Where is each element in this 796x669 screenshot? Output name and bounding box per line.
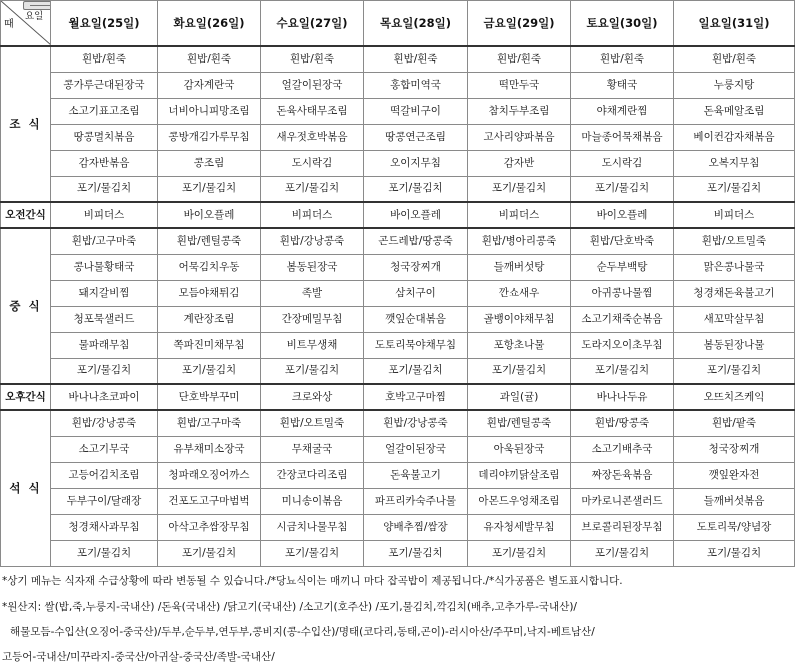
header-row xyxy=(1,1,795,47)
menu-item-cell: 크로와상 xyxy=(261,384,364,410)
menu-item-cell: 두부구이/달래장 xyxy=(51,488,158,514)
menu-item-cell: 포기/물김치 xyxy=(571,358,674,384)
menu-item-cell: 흰밥/오트밀죽 xyxy=(261,410,364,436)
menu-item-cell: 흰밥/흰죽 xyxy=(364,46,468,72)
meal-row xyxy=(1,488,795,514)
meal-row xyxy=(1,462,795,488)
menu-item-cell: 포기/물김치 xyxy=(158,540,261,566)
menu-item-cell: 포기/물김치 xyxy=(468,540,571,566)
menu-item-cell: 아귀콩나물찜 xyxy=(571,280,674,306)
menu-item-cell: 단호박부꾸미 xyxy=(158,384,261,410)
menu-item-cell: 포기/물김치 xyxy=(468,358,571,384)
corner-meal-label: 때 xyxy=(4,19,14,30)
menu-item-cell: 청포묵샐러드 xyxy=(51,306,158,332)
note-general: *상기 메뉴는 식자재 수급상황에 따라 변동될 수 있습니다./*당뇨식이는 매끼니 마다 잡곡밥이 제공됩니다./*식가공품은 별도표시합니다. xyxy=(2,575,623,587)
menu-item-cell: 과일(귤) xyxy=(468,384,571,410)
meal-row xyxy=(1,254,795,280)
meal-row xyxy=(1,358,795,384)
menu-item-cell: 돼지갈비찜 xyxy=(51,280,158,306)
menu-item-cell: 미니송이볶음 xyxy=(261,488,364,514)
menu-item-cell: 포기/물김치 xyxy=(51,176,158,202)
menu-item-cell: 건포도고구마범벅 xyxy=(158,488,261,514)
menu-item-cell: 바나나초코파이 xyxy=(51,384,158,410)
meal-row xyxy=(1,150,795,176)
menu-item-cell: 돈육불고기 xyxy=(364,462,468,488)
menu-item-cell: 도라지오이초무침 xyxy=(571,332,674,358)
menu-item-cell: 바이오플레 xyxy=(571,202,674,228)
menu-item-cell: 순두부백탕 xyxy=(571,254,674,280)
menu-item-cell: 흰밥/강낭콩죽 xyxy=(364,410,468,436)
meal-row xyxy=(1,98,795,124)
menu-item-cell: 흰밥/땅콩죽 xyxy=(571,410,674,436)
day-header: 일요일(31일) xyxy=(674,1,795,47)
meal-row xyxy=(1,46,795,72)
menu-item-cell: 감자반 xyxy=(468,150,571,176)
menu-item-cell: 누룽지탕 xyxy=(674,72,795,98)
menu-item-cell: 흰밥/흰죽 xyxy=(261,46,364,72)
menu-item-cell: 포기/물김치 xyxy=(364,358,468,384)
menu-item-cell: 어묵김치우동 xyxy=(158,254,261,280)
menu-item-cell: 아몬드우엉채조림 xyxy=(468,488,571,514)
menu-item-cell: 무채굴국 xyxy=(261,436,364,462)
menu-item-cell: 양배추찜/쌈장 xyxy=(364,514,468,540)
menu-item-cell: 흰밥/강낭콩죽 xyxy=(51,410,158,436)
menu-item-cell: 콩가루근대된장국 xyxy=(51,72,158,98)
menu-item-cell: 도토리묵/양념장 xyxy=(674,514,795,540)
menu-item-cell: 소고기무국 xyxy=(51,436,158,462)
menu-item-cell: 소고기채죽순볶음 xyxy=(571,306,674,332)
menu-item-cell: 돈육사태무조림 xyxy=(261,98,364,124)
menu-item-cell: 깐쇼새우 xyxy=(468,280,571,306)
meal-row xyxy=(1,410,795,436)
menu-item-cell: 돈육메알조림 xyxy=(674,98,795,124)
note-origin-2: 해물모듬-수입산(오징어-중국산)/두부,순두부,연두부,콩비지(콩-수입산)/명태(코다리,동태,곤이)-러시아산/주꾸미,낙지-베트남산/ xyxy=(10,626,595,638)
menu-item-cell: 골뱅이야채무침 xyxy=(468,306,571,332)
menu-item-cell: 떡갈비구이 xyxy=(364,98,468,124)
menu-item-cell: 바나나두유 xyxy=(571,384,674,410)
day-header: 토요일(30일) xyxy=(571,1,674,47)
menu-item-cell: 삼치구이 xyxy=(364,280,468,306)
menu-item-cell: 청국장찌개 xyxy=(364,254,468,280)
menu-item-cell: 흰밥/고구마죽 xyxy=(51,228,158,254)
menu-item-cell: 고등어김치조림 xyxy=(51,462,158,488)
menu-item-cell: 파프리카숙주나물 xyxy=(364,488,468,514)
menu-item-cell: 흰밥/흰죽 xyxy=(468,46,571,72)
menu-item-cell: 황태국 xyxy=(571,72,674,98)
menu-item-cell: 떡만두국 xyxy=(468,72,571,98)
menu-item-cell: 소고기표고조림 xyxy=(51,98,158,124)
menu-item-cell: 청경채사과무침 xyxy=(51,514,158,540)
meal-row xyxy=(1,124,795,150)
menu-item-cell: 마카로니콘샐러드 xyxy=(571,488,674,514)
snack-row xyxy=(1,202,795,228)
menu-item-cell: 흰밥/흰죽 xyxy=(571,46,674,72)
menu-item-cell: 봄동된장나물 xyxy=(674,332,795,358)
meal-row xyxy=(1,332,795,358)
menu-item-cell: 땅콩연근조림 xyxy=(364,124,468,150)
menu-item-cell: 간장코다리조림 xyxy=(261,462,364,488)
day-header: 월요일(25일) xyxy=(51,1,158,47)
menu-item-cell: 홍합미역국 xyxy=(364,72,468,98)
menu-item-cell: 포기/물김치 xyxy=(51,358,158,384)
menu-item-cell: 도토리묵야채무침 xyxy=(364,332,468,358)
menu-item-cell: 물파래무침 xyxy=(51,332,158,358)
menu-item-cell: 바이오플레 xyxy=(364,202,468,228)
menu-item-cell: 흰밥/흰죽 xyxy=(51,46,158,72)
menu-item-cell: 포기/물김치 xyxy=(674,176,795,202)
menu-item-cell: 흰밥/오트밀죽 xyxy=(674,228,795,254)
meal-row xyxy=(1,72,795,98)
menu-item-cell: 포기/물김치 xyxy=(571,176,674,202)
meal-row xyxy=(1,540,795,566)
day-header: 수요일(27일) xyxy=(261,1,364,47)
menu-item-cell: 포기/물김치 xyxy=(158,358,261,384)
menu-item-cell: 포기/물김치 xyxy=(571,540,674,566)
menu-item-cell: 청국장찌개 xyxy=(674,436,795,462)
menu-item-cell: 브로콜리된장무침 xyxy=(571,514,674,540)
day-header: 목요일(28일) xyxy=(364,1,468,47)
menu-item-cell: 소고기배추국 xyxy=(571,436,674,462)
menu-item-cell: 흰밥/팥죽 xyxy=(674,410,795,436)
menu-item-cell: 아삭고추쌈장무침 xyxy=(158,514,261,540)
menu-item-cell: 족발 xyxy=(261,280,364,306)
menu-item-cell: 흰밥/흰죽 xyxy=(674,46,795,72)
menu-item-cell: 도시락김 xyxy=(261,150,364,176)
menu-item-cell: 들깨버섯탕 xyxy=(468,254,571,280)
menu-item-cell: 야채계란찜 xyxy=(571,98,674,124)
menu-item-cell: 너비아니피망조림 xyxy=(158,98,261,124)
day-header: 화요일(26일) xyxy=(158,1,261,47)
menu-item-cell: 비피더스 xyxy=(674,202,795,228)
menu-item-cell: 고사리양파볶음 xyxy=(468,124,571,150)
menu-item-cell: 콩조림 xyxy=(158,150,261,176)
note-origin-3: 고등어-국내산/미꾸라지-중국산/아귀살-중국산/족발-국내산/ xyxy=(2,651,275,663)
corner-cell xyxy=(1,1,51,47)
menu-item-cell: 흰밥/흰죽 xyxy=(158,46,261,72)
menu-item-cell: 포기/물김치 xyxy=(158,176,261,202)
menu-item-cell: 호박고구마찜 xyxy=(364,384,468,410)
menu-item-cell: 봄동된장국 xyxy=(261,254,364,280)
menu-item-cell: 마늘종어묵채볶음 xyxy=(571,124,674,150)
meal-row xyxy=(1,280,795,306)
menu-item-cell: 깻잎완자전 xyxy=(674,462,795,488)
menu-item-cell: 오복지무침 xyxy=(674,150,795,176)
menu-item-cell: 유부채미소장국 xyxy=(158,436,261,462)
menu-item-cell: 비피더스 xyxy=(51,202,158,228)
menu-item-cell: 맑은콩나물국 xyxy=(674,254,795,280)
menu-item-cell: 얼갈이된장국 xyxy=(261,72,364,98)
menu-item-cell: 깻잎순대볶음 xyxy=(364,306,468,332)
menu-item-cell: 청경채돈육불고기 xyxy=(674,280,795,306)
column-filter-handle[interactable] xyxy=(23,1,51,10)
menu-item-cell: 유자청세발무침 xyxy=(468,514,571,540)
menu-item-cell: 흰밥/렌틸콩죽 xyxy=(468,410,571,436)
menu-item-cell: 새우젓호박볶음 xyxy=(261,124,364,150)
menu-item-cell: 시금치나물무침 xyxy=(261,514,364,540)
menu-item-cell: 참치두부조림 xyxy=(468,98,571,124)
meal-row xyxy=(1,436,795,462)
meal-label: 오전간식 xyxy=(1,202,51,228)
corner-day-label: 요일 xyxy=(25,11,44,22)
menu-item-cell: 포기/물김치 xyxy=(261,176,364,202)
menu-item-cell: 베이컨감자채볶음 xyxy=(674,124,795,150)
snack-row xyxy=(1,384,795,410)
meal-label: 석 식 xyxy=(1,410,51,566)
meal-row xyxy=(1,306,795,332)
meal-label: 중 식 xyxy=(1,228,51,384)
menu-item-cell: 오이지무침 xyxy=(364,150,468,176)
menu-item-cell: 오뜨치즈케익 xyxy=(674,384,795,410)
menu-item-cell: 도시락김 xyxy=(571,150,674,176)
menu-item-cell: 감자계란국 xyxy=(158,72,261,98)
menu-item-cell: 비트무생채 xyxy=(261,332,364,358)
menu-item-cell: 새꼬막살무침 xyxy=(674,306,795,332)
menu-item-cell: 흰밥/강낭콩죽 xyxy=(261,228,364,254)
menu-item-cell: 비피더스 xyxy=(468,202,571,228)
menu-item-cell: 흰밥/렌틸콩죽 xyxy=(158,228,261,254)
menu-item-cell: 포기/물김치 xyxy=(364,176,468,202)
meal-row xyxy=(1,228,795,254)
menu-item-cell: 곤드레밥/땅콩죽 xyxy=(364,228,468,254)
meal-label: 오후간식 xyxy=(1,384,51,410)
menu-item-cell: 청파래오징어까스 xyxy=(158,462,261,488)
menu-item-cell: 땅콩멸치볶음 xyxy=(51,124,158,150)
meal-row xyxy=(1,176,795,202)
menu-item-cell: 콩방개김가루무침 xyxy=(158,124,261,150)
meal-row xyxy=(1,514,795,540)
meal-label: 조 식 xyxy=(1,46,51,202)
menu-item-cell: 비피더스 xyxy=(261,202,364,228)
menu-item-cell: 간장메밀무침 xyxy=(261,306,364,332)
menu-item-cell: 포기/물김치 xyxy=(468,176,571,202)
menu-item-cell: 얼갈이된장국 xyxy=(364,436,468,462)
menu-item-cell: 포기/물김치 xyxy=(51,540,158,566)
menu-item-cell: 포기/물김치 xyxy=(674,358,795,384)
menu-item-cell: 모듬야채튀김 xyxy=(158,280,261,306)
day-header: 금요일(29일) xyxy=(468,1,571,47)
menu-item-cell: 포항초나물 xyxy=(468,332,571,358)
menu-item-cell: 감자반볶음 xyxy=(51,150,158,176)
menu-item-cell: 짜장돈육볶음 xyxy=(571,462,674,488)
menu-item-cell: 흰밥/병아리콩죽 xyxy=(468,228,571,254)
menu-item-cell: 계란장조림 xyxy=(158,306,261,332)
menu-item-cell: 포기/물김치 xyxy=(261,540,364,566)
menu-item-cell: 흰밥/고구마죽 xyxy=(158,410,261,436)
menu-item-cell: 데리야끼닭살조림 xyxy=(468,462,571,488)
menu-item-cell: 포기/물김치 xyxy=(261,358,364,384)
menu-item-cell: 포기/물김치 xyxy=(674,540,795,566)
menu-item-cell: 흰밥/단호박죽 xyxy=(571,228,674,254)
menu-item-cell: 들깨버섯볶음 xyxy=(674,488,795,514)
menu-item-cell: 콩나물황태국 xyxy=(51,254,158,280)
note-origin-1: *원산지: 쌀(밥,죽,누룽지-국내산) /돈육(국내산) /닭고기(국내산) /소고기(호주산) /포기,물김치,깍김치(배추,고추가루-국내산)/ xyxy=(2,601,577,613)
menu-item-cell: 포기/물김치 xyxy=(364,540,468,566)
menu-item-cell: 바이오플레 xyxy=(158,202,261,228)
menu-item-cell: 쪽파진미채무침 xyxy=(158,332,261,358)
menu-item-cell: 아욱된장국 xyxy=(468,436,571,462)
